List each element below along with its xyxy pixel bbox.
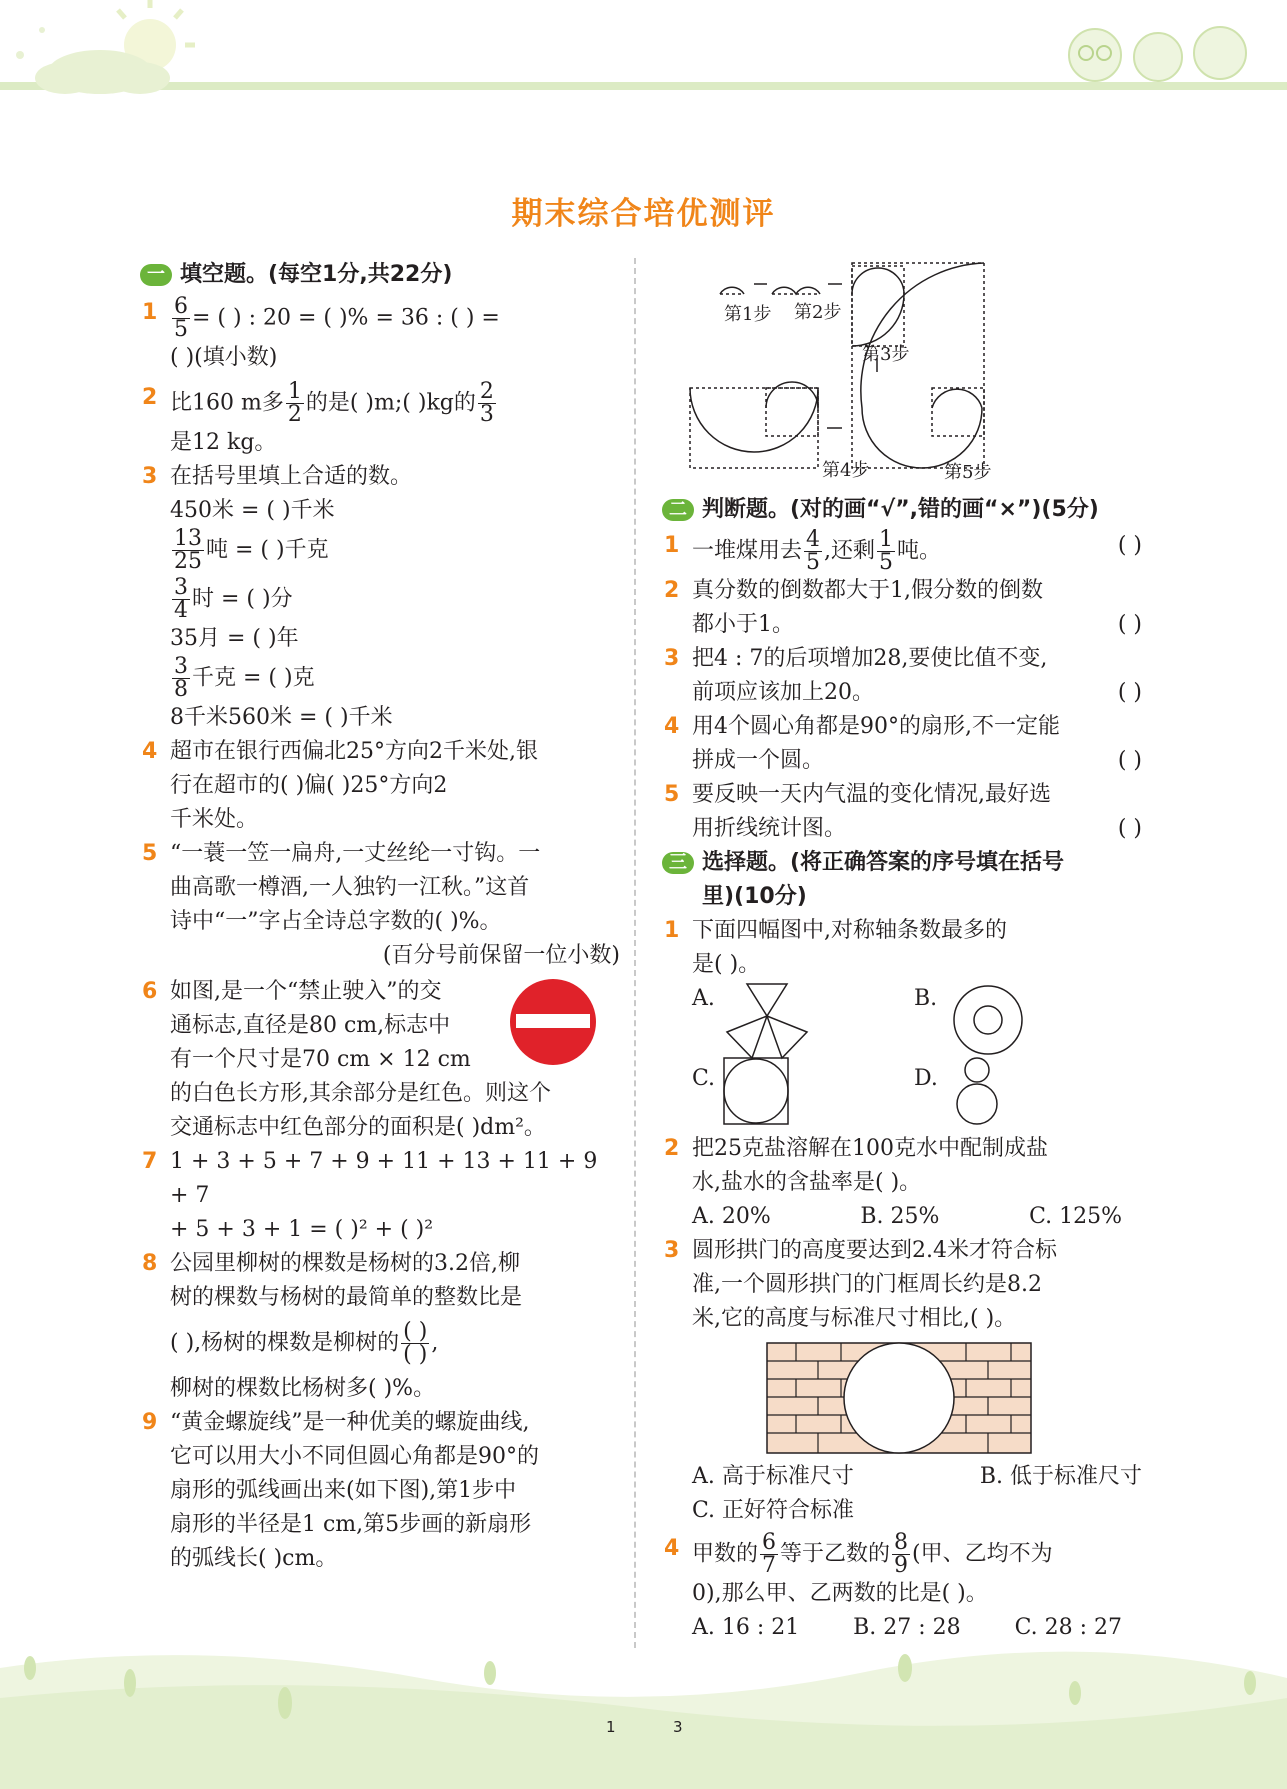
option-b[interactable]: B. 25%: [860, 1204, 940, 1229]
question-text: 的是( )m;( )kg的: [305, 390, 476, 416]
section-badge: 三: [662, 852, 694, 874]
symmetry-options: [692, 982, 1142, 1132]
question-1-4: 4 超市在银行西偏北25°方向2千米处,银 行在超市的( )偏( )25°方向2 千米处。: [140, 735, 620, 837]
fraction: $\frac{3}{8}$: [174, 654, 188, 702]
question-3-4: 4 甲数的 $\frac{6}{7}$ 等于乙数的 $\frac{8}{9}$ (甲、乙均不为 0),那么甲、乙两数的比是( )。 A. 16 : 21 B. 27 : 28 C. 28 : 27: [662, 1532, 1142, 1645]
fraction: $\frac{6}{7}$: [762, 1530, 777, 1578]
question-1-1: [140, 296, 620, 375]
question-2-3: 3 把4 : 7的后项增加28,要使比值不变, 前项应该加上20。 ( ): [662, 642, 1142, 710]
golden-spiral-figure: [662, 258, 1142, 493]
question-number: 4: [664, 714, 680, 739]
option-a-figure: [722, 982, 812, 1062]
page-title: 期末综合培优测评: [511, 196, 776, 232]
question-1-9: 9 “黄金螺旋线”是一种优美的螺旋曲线, 它可以用大小不同但圆心角都是90°的 扇形的弧线画出来(如下图),第1步中 扇形的半径是1 cm,第5步画的新扇形 的弧线长( )cm。: [140, 1406, 620, 1576]
question-number: 5: [664, 782, 680, 807]
options-row: [692, 1200, 1142, 1234]
option-c[interactable]: C. 28 : 27: [1014, 1615, 1122, 1640]
question-number: 3: [664, 1238, 680, 1263]
question-1-8: 8 公园里柳树的棵数是杨树的3.2倍,柳 树的棵数与杨树的最简单的整数比是 ( ),杨树的棵数是柳树的 $\frac{( )}{( )}$ , 柳树的棵数比杨树多( )%。: [140, 1247, 620, 1406]
option-a[interactable]: A. 20%: [692, 1204, 771, 1229]
question-2-2: 2 真分数的倒数都大于1,假分数的倒数 都小于1。 ( ): [662, 574, 1142, 642]
section-1-heading: [140, 258, 620, 292]
option-c-figure: [722, 1054, 792, 1128]
question-text: = ( ) : 20 = ( )% = 36 : ( ) =: [192, 305, 500, 331]
section-2-heading: [662, 493, 1142, 527]
fraction: $\frac{8}{9}$: [894, 1530, 909, 1578]
no-entry-sign: [508, 977, 598, 1067]
option-c[interactable]: C. 125%: [1029, 1204, 1122, 1229]
page-number-right: 3: [673, 1718, 683, 1736]
fraction: $\frac{6}{5}$: [174, 294, 188, 342]
step-label: 第5步: [944, 462, 992, 483]
question-3-2: 2 把25克盐溶解在100克水中配制成盐 水,盐水的含盐率是( )。 A. 20% B. 25% C. 125%: [662, 1132, 1142, 1234]
question-text: 比160 m多: [170, 390, 284, 416]
option-c-label: C.: [692, 1066, 716, 1091]
question-number: 9: [142, 1410, 158, 1435]
answer-blank[interactable]: ( ): [1117, 816, 1142, 841]
fraction: $\frac{1}{5}$: [879, 527, 894, 575]
section-badge: 二: [662, 499, 694, 521]
brick-arch-figure: [766, 1342, 1032, 1454]
question-1-3: [140, 460, 620, 735]
right-column: [662, 258, 1142, 1645]
question-number: 2: [142, 385, 158, 410]
question-number: 8: [142, 1251, 158, 1276]
column-divider: [634, 258, 636, 1648]
question-number: 7: [142, 1149, 158, 1174]
question-1-2: [140, 381, 620, 460]
conversion-row: 35月 = ( )年: [170, 626, 299, 651]
option-b-label: B.: [914, 986, 938, 1011]
question-2-1: 1 一堆煤用去 $\frac{4}{5}$ ,还剩 $\frac{1}{5}$ 吨。 ( ): [664, 527, 1142, 575]
step-label: 第2步: [794, 302, 842, 323]
conversion-row: 8千米560米 = ( )千米: [170, 705, 393, 730]
option-d-figure: [952, 1054, 1002, 1130]
section-3-heading-cont: 里)(10分): [702, 884, 807, 909]
question-number: 1: [142, 300, 158, 325]
answer-blank[interactable]: ( ): [1117, 748, 1142, 773]
step-label: 第3步: [862, 344, 910, 365]
footer-hills-decoration: [0, 1638, 1287, 1789]
option-a-label: A.: [692, 986, 715, 1011]
options-row: [692, 1460, 1142, 1494]
question-number: 3: [142, 464, 158, 489]
section-heading-text: 填空题。(每空1分,共22分): [180, 262, 453, 287]
section-3-heading: [662, 846, 1142, 880]
option-a[interactable]: A. 16 : 21: [692, 1615, 800, 1640]
option-b[interactable]: B. 低于标准尺寸: [979, 1464, 1142, 1489]
step-label: 第4步: [822, 460, 870, 481]
option-d-label: D.: [914, 1066, 938, 1091]
question-1-6: 6 如图,是一个“禁止驶入”的交 通标志,直径是80 cm,标志中 有一个尺寸是70 cm × 12 cm 的白色长方形,其余部分是红色。则这个 交通标志中红色部分的面积是( )dm²。: [140, 975, 620, 1145]
question-1-5: 5 “一蓑一笠一扁舟,一丈丝纶一寸钩。一 曲高歌一樽酒,一人独钓一江秋。”这首 诗中“一”字占全诗总字数的( )%。 (百分号前保留一位小数): [140, 837, 620, 973]
fraction: $\frac{2}{3}$: [479, 379, 494, 427]
question-number: 6: [142, 979, 158, 1004]
conversion-row: $\frac{13}{25}$ 吨 = ( )千克: [174, 526, 329, 574]
fraction: $\frac{1}{2}$: [287, 379, 302, 427]
question-number: 4: [664, 1536, 680, 1561]
fraction: $\frac{13}{25}$: [174, 526, 202, 574]
question-number: 5: [142, 841, 158, 866]
question-number: 2: [664, 1136, 680, 1161]
question-number: 3: [664, 646, 680, 671]
question-text: 在括号里填上合适的数。: [170, 464, 413, 489]
option-b-figure: [948, 982, 1028, 1062]
answer-blank[interactable]: ( ): [1117, 533, 1142, 558]
section-badge: 一: [140, 264, 172, 286]
question-number: 4: [142, 739, 158, 764]
question-text: ( )(填小数): [170, 345, 278, 370]
section-heading-text: 选择题。(将正确答案的序号填在括号: [702, 850, 1065, 875]
option-a[interactable]: A. 高于标准尺寸: [692, 1464, 854, 1489]
question-text: 是12 kg。: [170, 430, 277, 455]
blank-fraction: $\frac{( )}{( )}$: [403, 1319, 428, 1367]
left-column: [140, 258, 620, 1576]
question-number: 1: [664, 533, 680, 558]
answer-blank[interactable]: ( ): [1117, 680, 1142, 705]
conversion-row: $\frac{3}{4}$ 时 = ( )分: [174, 575, 293, 623]
question-number: 1: [664, 918, 680, 943]
animal-faces-decoration: [1060, 15, 1260, 85]
step-label: 第1步: [724, 304, 772, 325]
conversion-row: 450米 = ( )千米: [170, 498, 335, 523]
conversion-row: $\frac{3}{8}$ 千克 = ( )克: [174, 654, 315, 702]
option-b[interactable]: B. 27 : 28: [853, 1615, 961, 1640]
question-number: 2: [664, 578, 680, 603]
fraction: $\frac{4}{5}$: [806, 527, 821, 575]
question-3-1: 1 下面四幅图中,对称轴条数最多的 是( )。 A. B. C. D.: [662, 914, 1142, 1132]
question-2-4: 4 用4个圆心角都是90°的扇形,不一定能 拼成一个圆。 ( ): [662, 710, 1142, 778]
question-2-5: 5 要反映一天内气温的变化情况,最好选 用折线统计图。 ( ): [662, 778, 1142, 846]
spiral-diagram: [662, 258, 1142, 488]
sun-cloud-decoration: [0, 0, 230, 110]
page-number-left: 1: [606, 1718, 616, 1736]
question-3-3: 3 圆形拱门的高度要达到2.4米才符合标 准,一个圆形拱门的门框周长约是8.2 米,它的高度与标准尺寸相比,( )。 A. 高于标准尺寸 B. 低于标准尺寸 C. 正好符合标准: [662, 1234, 1142, 1528]
fraction: $\frac{3}{4}$: [174, 575, 188, 623]
section-heading-text: 判断题。(对的画“√”,错的画“×”)(5分): [702, 497, 1099, 522]
question-1-7: 7 1 + 3 + 5 + 7 + 9 + 11 + 13 + 11 + 9 + 7 + 5 + 3 + 1 = ( )² + ( )²: [140, 1145, 620, 1247]
answer-blank[interactable]: ( ): [1117, 612, 1142, 637]
option-c[interactable]: C. 正好符合标准: [692, 1498, 855, 1523]
